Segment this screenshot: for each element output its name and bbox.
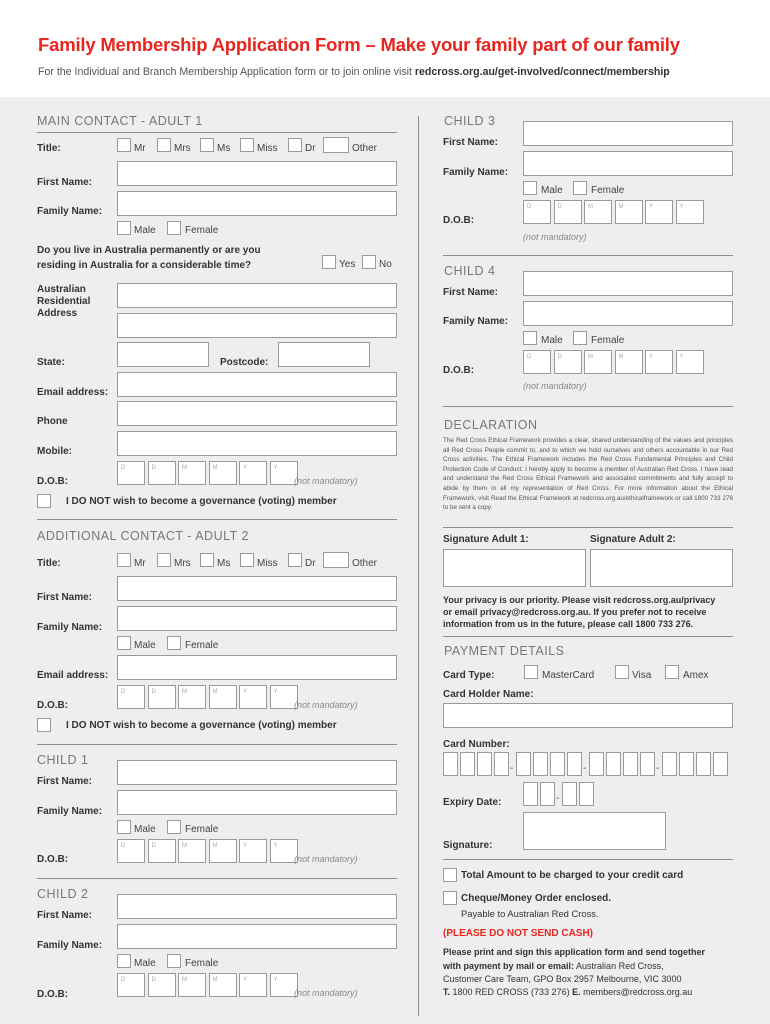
checkbox-miss[interactable] (240, 553, 254, 567)
dob-month-2[interactable]: M (615, 200, 643, 224)
child2-first-name-input[interactable] (117, 894, 397, 919)
visa-checkbox[interactable] (615, 665, 629, 679)
family-name-label: Family Name: (37, 806, 103, 817)
divider (37, 744, 397, 745)
separator: - (583, 763, 587, 774)
female-label: Female (185, 640, 219, 651)
privacy-line2: or email privacy@redcross.org.au. If you prefer not to receive (443, 607, 707, 617)
dob-year-1[interactable]: Y (645, 200, 673, 224)
adult1-female-checkbox[interactable] (167, 221, 181, 235)
child2-dob-input[interactable] (117, 973, 300, 997)
child1-male-checkbox[interactable] (117, 820, 131, 834)
dob-day-2[interactable]: D (148, 973, 176, 997)
dob-month-2[interactable]: M (209, 461, 237, 485)
mailing-address: Customer Care Team, GPO Box 2957 Melbourne, VIC 3000 (443, 974, 682, 984)
payable-note: Payable to Australian Red Cross. (461, 908, 599, 919)
privacy-line3: information from us in the future, please call 1800 733 276. (443, 619, 694, 629)
dob-month-1[interactable]: M (178, 685, 206, 709)
adult2-email-input[interactable] (117, 655, 397, 680)
expiry-digit[interactable] (562, 782, 577, 806)
dob-month-1[interactable]: M (178, 839, 206, 863)
dob-year-1[interactable]: Y (239, 973, 267, 997)
adult1-first-name-input[interactable] (117, 161, 397, 186)
dob-month-1[interactable]: M (584, 350, 612, 374)
male-label: Male (541, 185, 563, 196)
child3-male-checkbox[interactable] (523, 181, 537, 195)
credit-card-total-label: Total Amount to be charged to your credit card (461, 870, 684, 881)
dob-label: D.O.B: (37, 476, 69, 487)
mastercard-checkbox[interactable] (524, 665, 538, 679)
female-label: Female (185, 225, 219, 236)
not-mandatory-note: (not mandatory) (294, 988, 358, 998)
not-mandatory-note: (not mandatory) (294, 476, 358, 486)
adult1-family-name-input[interactable] (117, 191, 397, 216)
card-number-label: Card Number: (443, 739, 510, 750)
option-label: Mrs (174, 143, 191, 154)
female-label: Female (185, 824, 219, 835)
female-label: Female (185, 958, 219, 969)
option-label: Other (352, 558, 378, 569)
email-label: Email address: (37, 387, 109, 398)
card-digit[interactable] (567, 752, 582, 776)
adult2-female-checkbox[interactable] (167, 636, 181, 650)
visa-label: Visa (632, 670, 652, 681)
card-digit[interactable] (589, 752, 604, 776)
dob-year-1[interactable]: Y (239, 685, 267, 709)
dob-year-2[interactable]: Y (270, 685, 298, 709)
option-label: Mr (134, 558, 146, 569)
address-input-line2[interactable] (117, 313, 397, 338)
form-subtitle (38, 66, 670, 78)
card-digit[interactable] (494, 752, 509, 776)
card-digit[interactable] (550, 752, 565, 776)
dob-label: D.O.B: (37, 700, 69, 711)
dob-year-2[interactable]: Y (270, 461, 298, 485)
yes-label: Yes (339, 259, 356, 270)
checkbox-other[interactable] (323, 137, 349, 153)
child4-first-name-input[interactable] (523, 271, 733, 296)
dob-month-1[interactable]: M (178, 461, 206, 485)
family-name-label: Family Name: (37, 940, 103, 951)
male-label: Male (541, 335, 563, 346)
first-name-label: First Name: (37, 177, 93, 188)
family-name-label: Family Name: (37, 206, 103, 217)
adult1-male-checkbox[interactable] (117, 221, 131, 235)
governance-label: I DO NOT wish to become a governance (voting) member (66, 720, 337, 731)
postcode-input[interactable] (278, 342, 370, 367)
column-divider (418, 116, 419, 1016)
checkbox-ms[interactable] (200, 553, 214, 567)
child4-family-name-input[interactable] (523, 301, 733, 326)
signature-adult2-label: Signature Adult 2: (590, 534, 676, 545)
family-name-label: Family Name: (37, 622, 103, 633)
divider (443, 636, 733, 637)
credit-card-total-checkbox[interactable] (443, 868, 457, 882)
expiry-digit[interactable] (540, 782, 555, 806)
phone-label: Phone (37, 416, 68, 427)
child4-heading: CHILD 4 (444, 264, 496, 278)
title-label: Title: (37, 558, 61, 569)
child2-male-checkbox[interactable] (117, 954, 131, 968)
dob-month-1[interactable]: M (178, 973, 206, 997)
card-digit[interactable] (606, 752, 621, 776)
adult2-male-checkbox[interactable] (117, 636, 131, 650)
membership-link[interactable]: redcross.org.au/get-involved/connect/membership (414, 66, 670, 78)
option-label: Miss (257, 143, 278, 154)
expiry-label: Expiry Date: (443, 797, 502, 808)
female-label: Female (591, 335, 625, 346)
child4-male-checkbox[interactable] (523, 331, 537, 345)
adult2-family-name-input[interactable] (117, 606, 397, 631)
option-label: Dr (305, 558, 316, 569)
postcode-label: Postcode: (220, 357, 269, 368)
dob-month-2[interactable]: M (209, 839, 237, 863)
first-name-label: First Name: (443, 287, 499, 298)
child3-first-name-input[interactable] (523, 121, 733, 146)
adult2-dob-input[interactable] (117, 685, 300, 709)
form-title: Family Membership Application Form – Make your family part of our family (38, 34, 680, 55)
child3-heading: CHILD 3 (444, 114, 496, 128)
card-digit[interactable] (640, 752, 655, 776)
address-label-line3: Address (37, 308, 78, 319)
declaration-text: The Red Cross Ethical Framework provides a clear, shared understanding of the values and principles all Red Cross People commit to, and to which we hold ourselves and others accountable in our Red Cross activities. The Ethical Framework includes the Red Cross Fundamental Principles and Child Protection Code of Conduct. I hereby apply to become a member of Australian Red Cross. I have read and understand the Red Cross Ethical Framework and associated commitments and fully accept to abide by them in all my representation of Red Cross. For more information about the Ethical Framework, visit Read the Ethical Framework at redcross.org.au/ethicalframework or call 1800 733 276 to be sent a copy. (443, 437, 733, 512)
separator: - (510, 763, 514, 774)
residency-question-line2: residing in Australia for a considerable time? (37, 260, 252, 271)
expiry-digit[interactable] (523, 782, 538, 806)
card-digit[interactable] (477, 752, 492, 776)
dob-year-1[interactable]: Y (239, 839, 267, 863)
checkbox-miss[interactable] (240, 138, 254, 152)
residency-question-line1: Do you live in Australia permanently or are you (37, 245, 261, 256)
card-digit[interactable] (460, 752, 475, 776)
dob-month-2[interactable]: M (209, 685, 237, 709)
state-label: State: (37, 357, 65, 368)
dob-day-2[interactable]: D (554, 200, 582, 224)
checkbox-ms[interactable] (200, 138, 214, 152)
first-name-label: First Name: (443, 137, 499, 148)
residency-no-checkbox[interactable] (362, 255, 376, 269)
divider (443, 859, 733, 860)
dob-day-1[interactable]: D (117, 461, 145, 485)
dob-label: D.O.B: (443, 215, 475, 226)
divider (37, 132, 397, 133)
dob-month-2[interactable]: M (615, 350, 643, 374)
signature-adult1-label: Signature Adult 1: (443, 534, 529, 545)
card-holder-label: Card Holder Name: (443, 689, 534, 700)
contact-line (443, 987, 692, 997)
not-mandatory-note: (not mandatory) (523, 381, 587, 391)
dob-day-2[interactable]: D (554, 350, 582, 374)
first-name-label: First Name: (37, 910, 93, 921)
expiry-digit[interactable] (579, 782, 594, 806)
adult2-first-name-input[interactable] (117, 576, 397, 601)
additional-contact-heading: ADDITIONAL CONTACT - ADULT 2 (37, 529, 249, 543)
contact-phone: 1800 RED CROSS (733 276) (450, 987, 573, 997)
declaration-heading: DECLARATION (444, 418, 538, 432)
option-label: Mrs (174, 558, 191, 569)
card-digit[interactable] (713, 752, 728, 776)
card-digit[interactable] (662, 752, 677, 776)
send-instructions-line1: Please print and sign this application form and send together (443, 947, 706, 957)
payment-heading: PAYMENT DETAILS (444, 644, 565, 658)
divider (37, 519, 397, 520)
mobile-label: Mobile: (37, 446, 72, 457)
family-name-label: Family Name: (443, 316, 509, 327)
title-label: Title: (37, 143, 61, 154)
dob-day-1[interactable]: D (523, 350, 551, 374)
mastercard-label: MasterCard (542, 670, 595, 681)
option-label: Other (352, 143, 378, 154)
child4-female-checkbox[interactable] (573, 331, 587, 345)
divider (443, 255, 733, 256)
option-label: Ms (217, 143, 231, 154)
male-label: Male (134, 225, 156, 236)
card-type-label: Card Type: (443, 670, 495, 681)
cheque-label: Cheque/Money Order enclosed. (461, 893, 612, 904)
male-label: Male (134, 958, 156, 969)
amex-label: Amex (683, 670, 709, 681)
residency-yes-checkbox[interactable] (322, 255, 336, 269)
dob-label: D.O.B: (443, 365, 475, 376)
cheque-checkbox[interactable] (443, 891, 457, 905)
state-input[interactable] (117, 342, 209, 367)
dob-day-1[interactable]: D (117, 685, 145, 709)
governance-label: I DO NOT wish to become a governance (voting) member (66, 496, 337, 507)
male-label: Male (134, 640, 156, 651)
adult1-dob-input[interactable] (117, 461, 300, 485)
dob-month-2[interactable]: M (209, 973, 237, 997)
checkbox-dr[interactable] (288, 138, 302, 152)
card-digit[interactable] (679, 752, 694, 776)
family-name-label: Family Name: (443, 167, 509, 178)
card-signature-label: Signature: (443, 840, 493, 851)
child1-heading: CHILD 1 (37, 753, 89, 767)
child1-family-name-input[interactable] (117, 790, 397, 815)
dob-year-1[interactable]: Y (645, 350, 673, 374)
child3-female-checkbox[interactable] (573, 181, 587, 195)
recipient: Australian Red Cross, (574, 961, 664, 971)
address-input-line1[interactable] (117, 283, 397, 308)
not-mandatory-note: (not mandatory) (294, 700, 358, 710)
checkbox-mrs[interactable] (157, 553, 171, 567)
child1-female-checkbox[interactable] (167, 820, 181, 834)
dob-label: D.O.B: (37, 989, 69, 1000)
dob-day-2[interactable]: D (148, 461, 176, 485)
divider (443, 527, 733, 528)
not-mandatory-note: (not mandatory) (523, 232, 587, 242)
send-instructions-line2 (443, 961, 664, 971)
phone-input[interactable] (117, 401, 397, 426)
signature-adult2-box[interactable] (590, 549, 733, 587)
female-label: Female (591, 185, 625, 196)
amex-checkbox[interactable] (665, 665, 679, 679)
no-label: No (379, 259, 392, 270)
checkbox-mr[interactable] (117, 553, 131, 567)
child1-dob-input[interactable] (117, 839, 300, 863)
dob-day-1[interactable]: D (117, 839, 145, 863)
first-name-label: First Name: (37, 592, 93, 603)
form-header (0, 0, 770, 97)
no-cash-warning: (PLEASE DO NOT SEND CASH) (443, 928, 594, 939)
dob-day-1[interactable]: D (523, 200, 551, 224)
dob-year-2[interactable]: Y (270, 973, 298, 997)
child2-female-checkbox[interactable] (167, 954, 181, 968)
child3-dob-input[interactable] (523, 200, 706, 224)
contact-email[interactable]: members@redcross.org.au (580, 987, 693, 997)
option-label: Miss (257, 558, 278, 569)
card-digit[interactable] (443, 752, 458, 776)
dob-year-2[interactable]: Y (676, 350, 704, 374)
card-holder-input[interactable] (443, 703, 733, 728)
dob-day-1[interactable]: D (117, 973, 145, 997)
first-name-label: First Name: (37, 776, 93, 787)
adult1-email-input[interactable] (117, 372, 397, 397)
child4-dob-input[interactable] (523, 350, 706, 374)
dob-year-1[interactable]: Y (239, 461, 267, 485)
child2-family-name-input[interactable] (117, 924, 397, 949)
dob-day-2[interactable]: D (148, 685, 176, 709)
dob-year-2[interactable]: Y (676, 200, 704, 224)
main-contact-heading: MAIN CONTACT - ADULT 1 (37, 114, 203, 128)
address-label-line2: Residential (37, 296, 91, 307)
email-label: Email address: (37, 670, 109, 681)
signature-adult1-box[interactable] (443, 549, 586, 587)
option-label: Ms (217, 558, 231, 569)
dob-label: D.O.B: (37, 854, 69, 865)
dob-month-1[interactable]: M (584, 200, 612, 224)
card-digit[interactable] (696, 752, 711, 776)
adult2-governance-checkbox[interactable] (37, 718, 51, 732)
child3-family-name-input[interactable] (523, 151, 733, 176)
privacy-line1: Your privacy is our priority. Please visit redcross.org.au/privacy (443, 595, 716, 605)
address-label-line1: Australian (37, 284, 86, 295)
separator: - (556, 793, 560, 804)
divider (37, 878, 397, 879)
mobile-input[interactable] (117, 431, 397, 456)
option-label: Dr (305, 143, 316, 154)
subtitle-text: For the Individual and Branch Membership Application form or to join online visit (38, 66, 415, 78)
email-prefix: E. (572, 987, 581, 997)
male-label: Male (134, 824, 156, 835)
checkbox-dr[interactable] (288, 553, 302, 567)
card-signature-box[interactable] (523, 812, 666, 850)
dob-year-2[interactable]: Y (270, 839, 298, 863)
child1-first-name-input[interactable] (117, 760, 397, 785)
phone-prefix: T. (443, 987, 451, 997)
checkbox-mr[interactable] (117, 138, 131, 152)
adult1-governance-checkbox[interactable] (37, 494, 51, 508)
option-label: Mr (134, 143, 146, 154)
send-method: with payment by mail or email: (443, 961, 575, 971)
not-mandatory-note: (not mandatory) (294, 854, 358, 864)
child2-heading: CHILD 2 (37, 887, 89, 901)
divider (443, 406, 733, 407)
separator: - (656, 763, 660, 774)
card-digit[interactable] (623, 752, 638, 776)
card-digit[interactable] (533, 752, 548, 776)
card-digit[interactable] (516, 752, 531, 776)
checkbox-other[interactable] (323, 552, 349, 568)
checkbox-mrs[interactable] (157, 138, 171, 152)
dob-day-2[interactable]: D (148, 839, 176, 863)
